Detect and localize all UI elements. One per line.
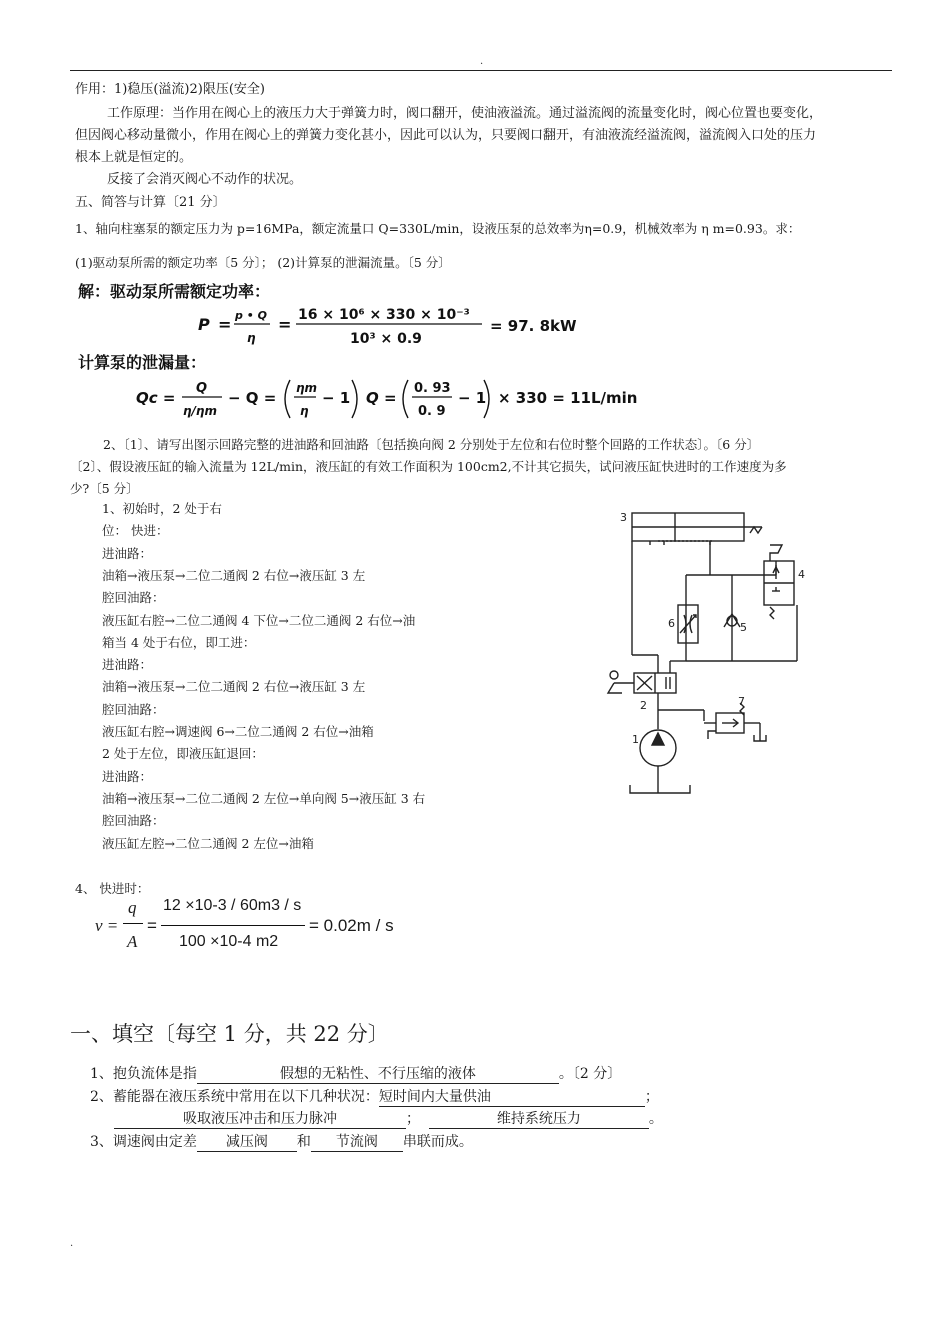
answer-line: 液压缸右腔→二位二通阀 4 下位→二位二通阀 2 右位→油 (102, 612, 416, 628)
fill-item-2-cont (114, 1108, 663, 1129)
eq2-q-after: Q = (366, 389, 397, 407)
section1-title: 一、填空〔每空 1 分，共 22 分〕 (70, 1022, 389, 1046)
answer-line: 油箱→液压泵→二位二通阀 2 左位→单向阀 5→液压缸 3 右 (102, 790, 426, 806)
item2-sep-2: ； (406, 1111, 420, 1127)
fast-label: 4、 快进时： (75, 881, 150, 896)
item2-answer-3: 维持系统压力 (429, 1110, 649, 1129)
leakage-equation (130, 372, 650, 426)
eq3-q: q (128, 898, 137, 917)
answer-line: 油箱→液压泵→二位二通阀 2 右位→液压缸 3 左 (102, 567, 366, 583)
answer-line: 液压缸右腔→调速阀 6→二位二通阀 2 右位→油箱 (102, 724, 374, 739)
answer-line: 腔回油路： (102, 701, 165, 717)
label-6: 6 (668, 617, 675, 630)
answer-line: 进油路： (102, 768, 153, 784)
answer-line: 液压缸左腔→二位二通阀 2 左位→油箱 (102, 835, 314, 851)
item2-prefix: 2、蓄能器在液压系统中常用在以下几种状况： (90, 1089, 379, 1105)
power-equation (190, 300, 590, 352)
principle-line-1: 工作原理：当作用在阀心上的液压力大于弹簧力时，阀口翻开，使油液溢流。通过溢流阀的流量变化时，阀心位置也要变化， (107, 106, 823, 121)
eq1-frac-num: p • Q (235, 309, 267, 322)
question2-line-2: 〔2〕、假设液压缸的输入流量为 12L/min，液压缸的有效工作面积为 100cm2,不计其它损失，试问液压缸快进时的工作速度为多 (70, 459, 787, 474)
svg-text:=: = (278, 315, 292, 334)
answer-line: 箱当 4 处于右位，即工进： (102, 634, 256, 650)
eq2-frac-num: Q (196, 381, 208, 396)
hydraulic-circuit-diagram (600, 505, 810, 800)
footer-dot: . (70, 1238, 74, 1249)
label-7: 7 (738, 695, 745, 708)
eq2-minus: − Q = (228, 389, 277, 407)
item3-prefix: 3、调速阀由定差 (90, 1134, 197, 1150)
item2-sep-1: ； (644, 1089, 659, 1105)
eq2-r-den: 0. 9 (418, 404, 446, 419)
item3-suffix: 串联而成。 (402, 1134, 473, 1150)
item3-answer-2: 节流阀 (311, 1133, 403, 1152)
eq2-result: × 330 = 11L/min (498, 389, 638, 407)
question2-line-3: 少?〔5 分〕 (70, 481, 139, 496)
answer-line: 2 处于左位，即液压缸退回： (102, 746, 264, 762)
damping-line: 反接了会消灭阀心不动作的状况。 (107, 172, 303, 187)
eq1-lhs: P (198, 315, 210, 334)
section5-title: 五、简答与计算〔21 分〕 (75, 195, 226, 210)
label-4: 4 (798, 568, 805, 581)
eq2-mid-den: η (300, 404, 309, 418)
eq1-den2: 10³ × 0.9 (350, 331, 422, 347)
principle-line-3: 根本上就是恒定的。 (75, 150, 193, 165)
item1-prefix: 1、抱负流体是指 (90, 1066, 197, 1082)
eq1-frac-den: η (247, 331, 256, 345)
answer-line: 进油路： (102, 657, 153, 673)
eq3-num: 12 ×10-3 / 60m3 / s (163, 897, 302, 914)
fill-item-2 (90, 1086, 659, 1107)
eq2-lhs: Qc = (136, 389, 176, 407)
solution-label: 解：驱动泵所需额定功率： (78, 282, 271, 301)
item1-suffix: 。〔2 分〕 (558, 1066, 622, 1082)
label-1: 1 (632, 733, 639, 746)
answer-line: 腔回油路： (102, 590, 165, 606)
eq2-frac-den: η/ηm (183, 404, 217, 418)
leakage-label: 计算泵的泄漏量： (78, 353, 207, 372)
eq3-v: v = (95, 916, 119, 935)
eq3-eq: = (147, 916, 157, 935)
eq2-r-tail: − 1 (458, 389, 487, 407)
item3-answer-1: 减压阀 (197, 1133, 297, 1152)
answer-line: 进油路： (102, 545, 153, 561)
answer-line: 位： 快进： (102, 523, 169, 539)
svg-text:=: = (218, 315, 232, 334)
answer-line: 腔回油路： (102, 813, 165, 829)
velocity-equation (95, 896, 425, 956)
header-dot: . (480, 56, 484, 67)
eq1-result: = 97. 8kW (490, 317, 577, 335)
label-2: 2 (640, 699, 647, 712)
item2-suffix: 。 (648, 1111, 663, 1127)
eq2-mid-num: ηm (296, 381, 318, 395)
eq2-r-num: 0. 93 (414, 381, 451, 396)
item3-middle: 和 (296, 1134, 311, 1150)
eq3-result: = 0.02m / s (309, 916, 394, 935)
eq1-num2: 16 × 10⁶ × 330 × 10⁻³ (298, 307, 470, 323)
question1-text: 1、轴向柱塞泵的额定压力为 p=16MPa，额定流量口 Q=330L/min，设液压泵的总效率为η=0.9，机械效率为 η m=0.93。求： (75, 221, 801, 236)
label-5: 5 (740, 621, 747, 634)
item2-answer-1: 短时间内大量供油 (379, 1088, 645, 1107)
answer-line: 1、初始时，2 处于右 (102, 501, 222, 516)
fill-item-3 (90, 1131, 473, 1152)
item1-answer: 假想的无粘性、不行压缩的液体 (197, 1065, 559, 1084)
answer-line: 油箱→液压泵→二位二通阀 2 右位→液压缸 3 左 (102, 679, 366, 695)
fill-item-1 (90, 1063, 621, 1084)
question1-parts: (1)驱动泵所需的额定功率〔5 分〕； (2)计算泵的泄漏流量。〔5 分〕 (75, 255, 451, 270)
question2-line-1: 2、〔1〕、请写出图示回路完整的进油路和回油路〔包括换向阀 2 分别处于左位和右位时整个回路的工作状态〕。〔6 分〕 (103, 437, 760, 452)
eq3-a: A (127, 932, 138, 951)
principle-line-2: 但因阀心移动量微小，作用在阀心上的弹簧力变化甚小，因此可以认为，只要阀口翻开，有油液流经溢流阀，溢流阀入口处的压力 (75, 128, 817, 143)
function-line: 作用：1)稳压(溢流)2)限压(安全) (75, 82, 265, 97)
eq3-den: 100 ×10-4 m2 (179, 933, 279, 950)
label-3: 3 (620, 511, 627, 524)
item2-answer-2: 吸取液压冲击和压力脉冲 (114, 1110, 406, 1129)
eq2-mid-tail: − 1 (322, 389, 351, 407)
header-rule (70, 70, 892, 71)
